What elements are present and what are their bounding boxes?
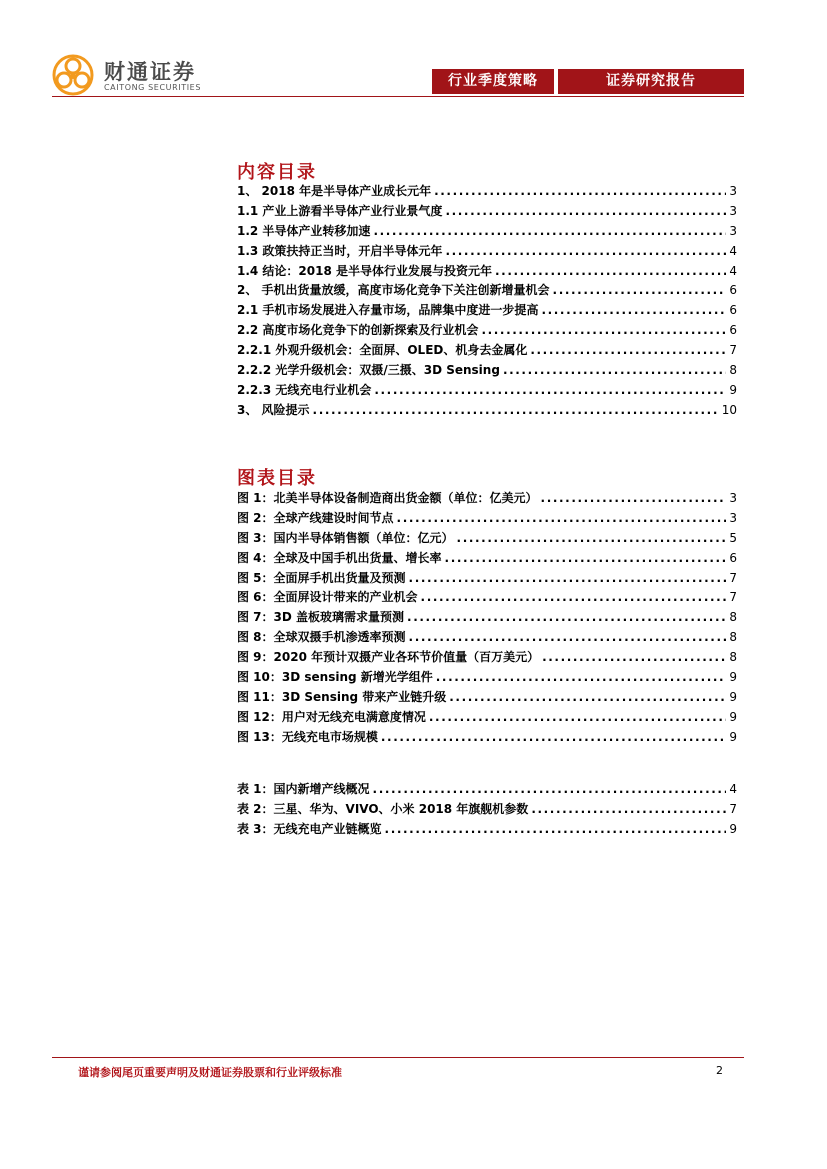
toc-entry-page: 9 — [729, 382, 737, 397]
figure-entry-label: 图 1：北美半导体设备制造商出货金额（单位：亿美元） — [237, 491, 538, 505]
figures-title: 图表目录 — [237, 468, 317, 489]
toc-entry[interactable] — [237, 222, 737, 242]
toc-entry[interactable] — [237, 341, 737, 361]
figure-entry-label: 图 8：全球双摄手机渗透率预测 — [237, 630, 406, 645]
toc-entry-label: 1.3 政策扶持正当时，开启半导体元年 — [237, 243, 443, 258]
leader-dots — [495, 264, 726, 278]
leader-dots — [429, 710, 726, 724]
figure-entry-label: 图 6：全面屏设计带来的产业机会 — [237, 590, 418, 605]
toc-entry-label: 1、 2018 年是半导体产业成长元年 — [237, 184, 432, 198]
toc-entry-page: 4 — [729, 263, 737, 278]
toc-entry-label: 2.2 高度市场化竞争下的创新探索及行业机会 — [237, 323, 479, 338]
figure-entry-label: 图 12：用户对无线充电满意度情况 — [237, 709, 426, 724]
leader-dots — [445, 204, 726, 218]
leader-dots — [434, 184, 726, 198]
toc-entry[interactable] — [237, 401, 737, 421]
leader-dots — [481, 323, 726, 337]
leader-dots — [436, 670, 727, 684]
toc-entry-label: 1.1 产业上游看半导体产业行业景气度 — [237, 203, 443, 218]
leader-dots — [553, 283, 727, 297]
leader-dots — [445, 551, 727, 565]
toc-entry[interactable] — [237, 381, 737, 401]
toc-entry-page: 7 — [729, 343, 737, 358]
toc-entry[interactable] — [237, 281, 737, 301]
figure-entry-label: 图 7：3D 盖板玻璃需求量预测 — [237, 610, 405, 625]
figure-entry[interactable] — [237, 529, 737, 549]
toc-entry-label: 3、 风险提示 — [237, 402, 310, 417]
leader-dots — [407, 610, 726, 624]
figures-list — [237, 489, 737, 748]
leader-dots — [409, 630, 727, 644]
figure-entry-page: 7 — [729, 590, 737, 605]
figure-entry[interactable] — [237, 608, 737, 628]
table-entry[interactable] — [237, 820, 737, 840]
table-entry-page: 4 — [729, 782, 737, 796]
figure-entry[interactable] — [237, 708, 737, 728]
figure-entry-page: 8 — [729, 630, 737, 645]
figure-entry-page: 5 — [729, 530, 737, 545]
figure-entry-label: 图 10：3D sensing 新增光学组件 — [237, 670, 433, 685]
leader-dots — [457, 531, 727, 545]
leader-dots — [374, 383, 726, 397]
table-entry-page: 9 — [729, 821, 737, 836]
figure-entry-page: 3 — [729, 510, 737, 525]
leader-dots — [503, 363, 726, 377]
toc-entry-page: 8 — [729, 363, 737, 378]
figure-entry-label: 图 2：全球产线建设时间节点 — [237, 510, 394, 525]
toc-entry-label: 1.2 半导体产业转移加速 — [237, 223, 371, 238]
figure-entry-page: 8 — [729, 650, 737, 665]
toc-entry[interactable] — [237, 321, 737, 341]
leader-dots — [313, 403, 719, 417]
figure-entry-page: 9 — [729, 670, 737, 685]
figure-entry-label: 图 13：无线充电市场规模 — [237, 729, 378, 744]
figure-entry[interactable] — [237, 569, 737, 589]
logo-english-name: CAITONG SECURITIES — [104, 83, 201, 92]
caitong-logo-icon — [52, 54, 94, 96]
figure-entry-page: 9 — [729, 709, 737, 724]
toc-entry-label: 2.2.1 外观升级机会：全面屏、OLED、机身去金属化 — [237, 343, 528, 358]
table-entry-label: 表 1：国内新增产线概况 — [237, 782, 370, 796]
leader-dots — [445, 244, 726, 258]
toc-list — [237, 182, 737, 421]
toc-entry-page: 3 — [729, 223, 737, 238]
leader-dots — [373, 224, 726, 238]
header-divider — [52, 96, 744, 97]
toc-entry-page: 3 — [729, 184, 737, 198]
report-category-tab: 行业季度策略 — [432, 69, 554, 94]
report-type-tab: 证券研究报告 — [558, 69, 744, 94]
figure-entry[interactable] — [237, 549, 737, 569]
page-number: 2 — [716, 1064, 723, 1077]
toc-title: 内容目录 — [237, 162, 317, 183]
figure-entry-page: 9 — [729, 729, 737, 744]
table-entry-label: 表 3：无线充电产业链概览 — [237, 821, 382, 836]
figure-entry[interactable] — [237, 648, 737, 668]
toc-entry-page: 6 — [729, 323, 737, 338]
figure-entry-label: 图 9：2020 年预计双摄产业各环节价值量（百万美元） — [237, 650, 540, 665]
toc-entry-page: 10 — [721, 402, 737, 417]
figure-entry-page: 7 — [729, 570, 737, 585]
toc-entry[interactable] — [237, 262, 737, 282]
toc-entry[interactable] — [237, 361, 737, 381]
leader-dots — [541, 303, 726, 317]
footer-disclaimer[interactable]: 谨请参阅尾页重要声明及财通证券股票和行业评级标准 — [78, 1066, 342, 1079]
figure-entry-label: 图 11：3D Sensing 带来产业链升级 — [237, 689, 447, 704]
leader-dots — [530, 343, 726, 357]
table-entry[interactable] — [237, 800, 737, 820]
logo-chinese-name: 财通证券 — [104, 60, 196, 84]
company-logo — [52, 52, 232, 98]
toc-entry-page: 4 — [729, 243, 737, 258]
figure-entry[interactable] — [237, 688, 737, 708]
toc-entry-label: 2.2.3 无线充电行业机会 — [237, 382, 372, 397]
figure-entry-page: 6 — [729, 550, 737, 565]
leader-dots — [397, 511, 727, 525]
table-entry-page: 7 — [729, 801, 737, 816]
figure-entry[interactable] — [237, 588, 737, 608]
table-entry[interactable] — [237, 780, 737, 800]
figure-entry-page: 8 — [729, 610, 737, 625]
toc-entry[interactable] — [237, 242, 737, 262]
figure-entry-label: 图 4：全球及中国手机出货量、增长率 — [237, 550, 442, 565]
figure-entry[interactable] — [237, 628, 737, 648]
leader-dots — [449, 690, 726, 704]
table-entry-label: 表 2：三星、华为、VIVO、小米 2018 年旗舰机参数 — [237, 801, 529, 816]
toc-entry[interactable] — [237, 182, 737, 202]
leader-dots — [385, 822, 727, 836]
leader-dots — [542, 650, 726, 664]
footer-divider — [52, 1057, 744, 1058]
toc-entry-label: 2.2.2 光学升级机会：双摄/三摄、3D Sensing — [237, 363, 500, 378]
leader-dots — [373, 782, 727, 796]
leader-dots — [541, 491, 727, 505]
leader-dots — [409, 571, 727, 585]
toc-entry-page: 3 — [729, 203, 737, 218]
leader-dots — [531, 802, 726, 816]
figure-entry[interactable] — [237, 509, 737, 529]
figure-entry-page: 9 — [729, 689, 737, 704]
toc-entry-page: 6 — [729, 303, 737, 318]
toc-entry[interactable] — [237, 202, 737, 222]
toc-entry-label: 2、 手机出货量放缓，高度市场化竞争下关注创新增量机会 — [237, 283, 550, 298]
toc-entry-label: 1.4 结论：2018 是半导体行业发展与投资元年 — [237, 263, 493, 278]
figure-entry[interactable] — [237, 489, 737, 509]
toc-entry-label: 2.1 手机市场发展进入存量市场，品牌集中度进一步提高 — [237, 303, 539, 318]
figure-entry[interactable] — [237, 728, 737, 748]
leader-dots — [381, 730, 726, 744]
toc-entry-page: 6 — [729, 283, 737, 298]
leader-dots — [421, 590, 727, 604]
figure-entry-label: 图 5：全面屏手机出货量及预测 — [237, 570, 406, 585]
figure-entry-label: 图 3：国内半导体销售额（单位：亿元） — [237, 530, 454, 545]
tables-list — [237, 780, 737, 840]
figure-entry[interactable] — [237, 668, 737, 688]
figure-entry-page: 3 — [729, 491, 737, 505]
toc-entry[interactable] — [237, 301, 737, 321]
